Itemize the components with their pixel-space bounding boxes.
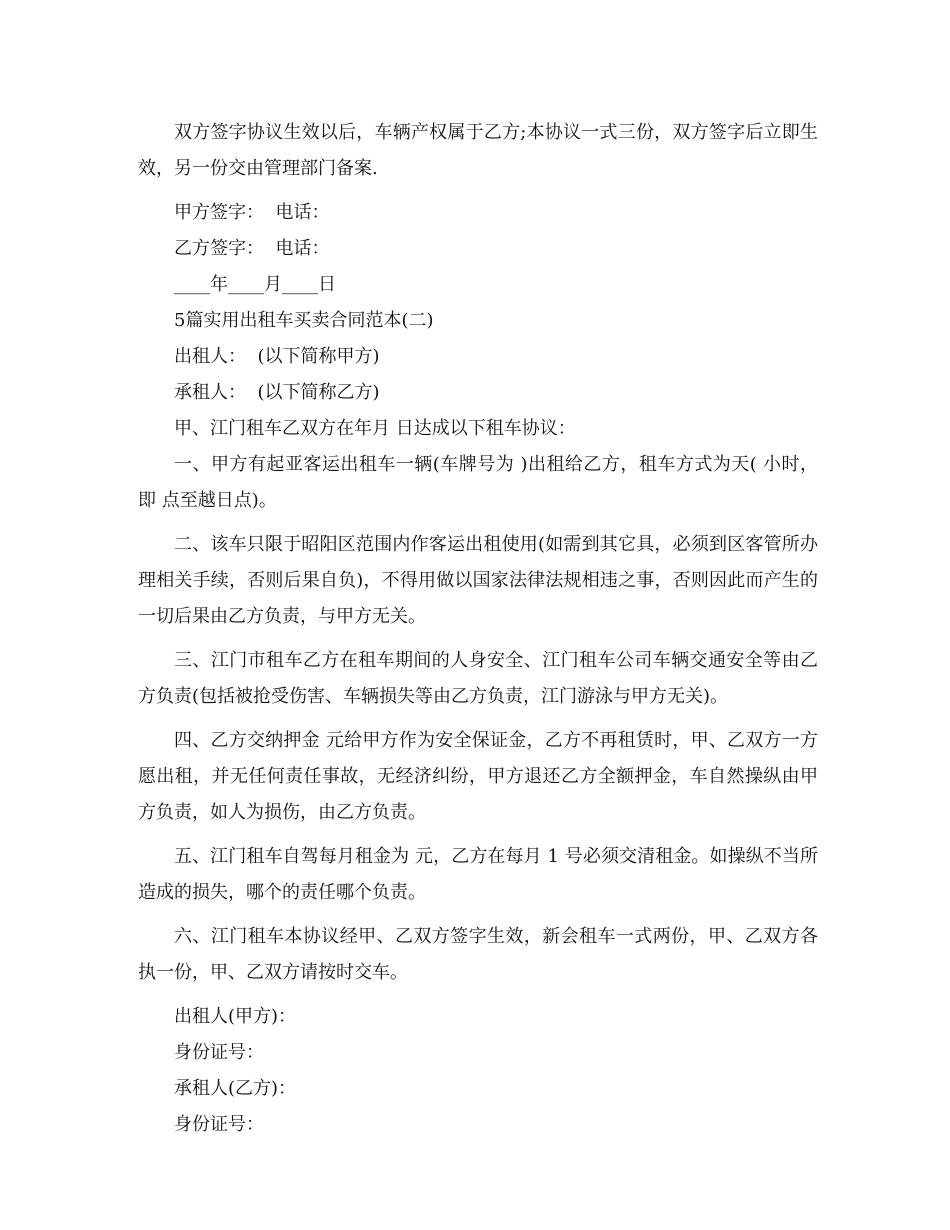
lessor-signature-line: 出租人(甲方)： [174,1006,297,1027]
lessor-line: 出租人： (以下简称甲方) [174,346,380,367]
clause-5: 五、江门租车自驾每月租金为 元，乙方在每月 1 号必须交清租金。如操纵不当所造成的损失，哪个的责任哪个负责。 [138,846,818,903]
clause-2: 二、该车只限于昭阳区范围内作客运出租使用(如需到其它具，必须到区客管所办理相关手续，否则后果自负)，不得用做以国家法律法规相违之事，否则因此而产生的一切后果由乙方负责，与甲方无关。 [138,534,818,627]
party-b-signature-line: 乙方签字： 电话： [174,238,330,259]
clause-1: 一、甲方有起亚客运出租车一辆(车牌号为 )出租给乙方，租车方式为天( 小时，即 点至越日点)。 [138,454,818,511]
lessee-line: 承租人： (以下简称乙方) [174,382,380,403]
lessor-id-line: 身份证号： [174,1042,264,1063]
lessee-signature-line: 承租人(乙方)： [174,1078,297,1099]
lessee-id-line: 身份证号： [174,1114,264,1135]
party-a-signature-line: 甲方签字： 电话： [174,202,330,223]
section-title: 5篇实用出租车买卖合同范本(二) [174,310,434,331]
document-body [138,115,818,1143]
clause-3: 三、江门市租车乙方在租车期间的人身安全、江门租车公司车辆交通安全等由乙方负责(包括被抢受伤害、车辆损失等由乙方负责，江门游泳与甲方无关)。 [138,650,818,707]
clause-4: 四、乙方交纳押金 元给甲方作为安全保证金，乙方不再租赁时，甲、乙双方一方愿出租，并无任何责任事故，无经济纠纷，甲方退还乙方全额押金，车自然操纵由甲方负责，如人为损伤，由乙方负责。 [138,730,818,823]
clause-6: 六、江门租车本协议经甲、乙双方签字生效，新会租车一式两份，甲、乙双方各执一份，甲、乙双方请按时交车。 [138,926,818,983]
date-line: ____年____月____日 [174,274,336,295]
paragraph-effect-clause: 双方签字协议生效以后，车辆产权属于乙方;本协议一式三份，双方签字后立即生效，另一份交由管理部门备案. [138,122,818,179]
agreement-intro: 甲、江门租车乙双方在年月 日达成以下租车协议： [174,418,576,439]
